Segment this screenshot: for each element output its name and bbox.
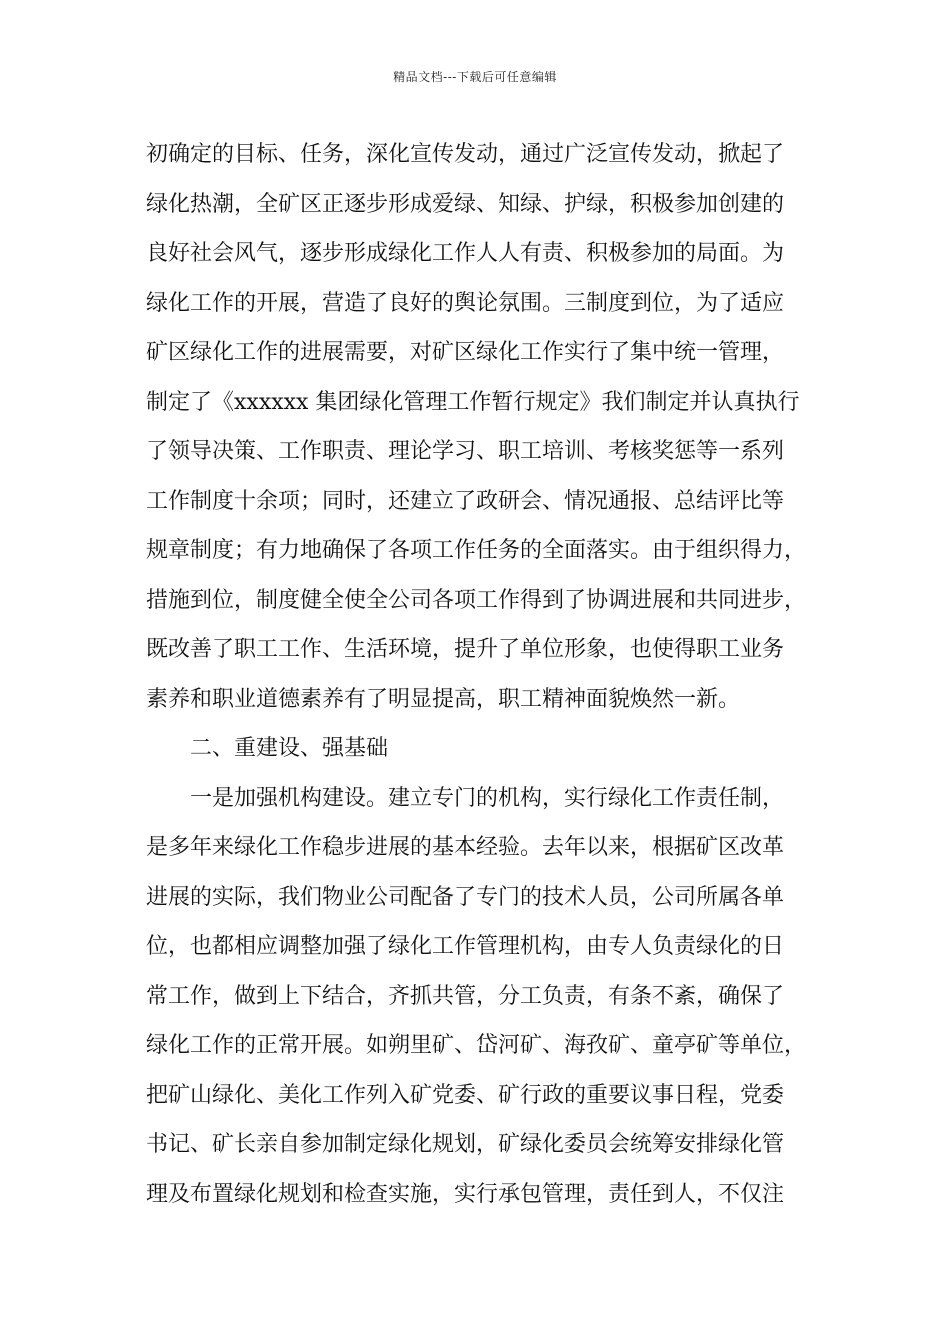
text-line: 制定了《xxxxxx 集团绿化管理工作暂行规定》我们制定并认真执行 bbox=[146, 389, 800, 415]
page-header: 精品文档---下载后可任意编辑 bbox=[393, 70, 557, 84]
text-line: 绿化热潮，全矿区正逐步形成爱绿、知绿、护绿，积极参加创建的 bbox=[146, 191, 785, 217]
paragraph-first-line: 一是加强机构建设。建立专门的机构，实行绿化工作责任制， bbox=[190, 785, 785, 811]
text-line: 位，也都相应调整加强了绿化工作管理机构，由专人负责绿化的日 bbox=[146, 934, 785, 959]
text-line: 进展的实际，我们物业公司配备了专门的技术人员，公司所属各单 bbox=[146, 884, 785, 910]
text-line: 良好社会风气，逐步形成绿化工作人人有责、积极参加的局面。为 bbox=[146, 241, 785, 266]
text-line: 工作制度十余项；同时，还建立了政研会、情况通报、总结评比等 bbox=[146, 488, 785, 514]
text-line: 常工作，做到上下结合，齐抓共管，分工负责，有条不紊，确保了 bbox=[146, 983, 785, 1009]
text-line: 书记、矿长亲自参加制定绿化规划，矿绿化委员会统筹安排绿化管 bbox=[146, 1132, 785, 1157]
text-line: 了领导决策、工作职责、理论学习、职工培训、考核奖惩等一系列 bbox=[146, 439, 785, 464]
text-line: 绿化工作的正常开展。如朔里矿、岱河矿、海孜矿、童亭矿等单位， bbox=[146, 1033, 807, 1058]
paragraph-first-line: 二、重建设、强基础 bbox=[190, 736, 389, 761]
text-line: 理及布置绿化规划和检查实施，实行承包管理，责任到人，不仅注 bbox=[146, 1181, 785, 1207]
text-line: 规章制度；有力地确保了各项工作任务的全面落实。由于组织得力， bbox=[146, 538, 807, 563]
text-line: 措施到位，制度健全使全公司各项工作得到了协调进展和共同进步， bbox=[146, 587, 807, 613]
text-line: 既改善了职工工作、生活环境，提升了单位形象，也使得职工业务 bbox=[146, 637, 785, 662]
text-line: 矿区绿化工作的进展需要，对矿区绿化工作实行了集中统一管理， bbox=[146, 340, 785, 365]
document-body bbox=[146, 130, 826, 1219]
text-line: 初确定的目标、任务，深化宣传发动，通过广泛宣传发动，掀起了 bbox=[146, 142, 785, 167]
text-line: 把矿山绿化、美化工作列入矿党委、矿行政的重要议事日程，党委 bbox=[146, 1082, 785, 1108]
text-line: 素养和职业道德素养有了明显提高，职工精神面貌焕然一新。 bbox=[146, 686, 741, 712]
text-line: 绿化工作的开展，营造了良好的舆论氛围。三制度到位，为了适应 bbox=[146, 290, 785, 316]
text-line: 是多年来绿化工作稳步进展的基本经验。去年以来，根据矿区改革 bbox=[146, 835, 785, 860]
